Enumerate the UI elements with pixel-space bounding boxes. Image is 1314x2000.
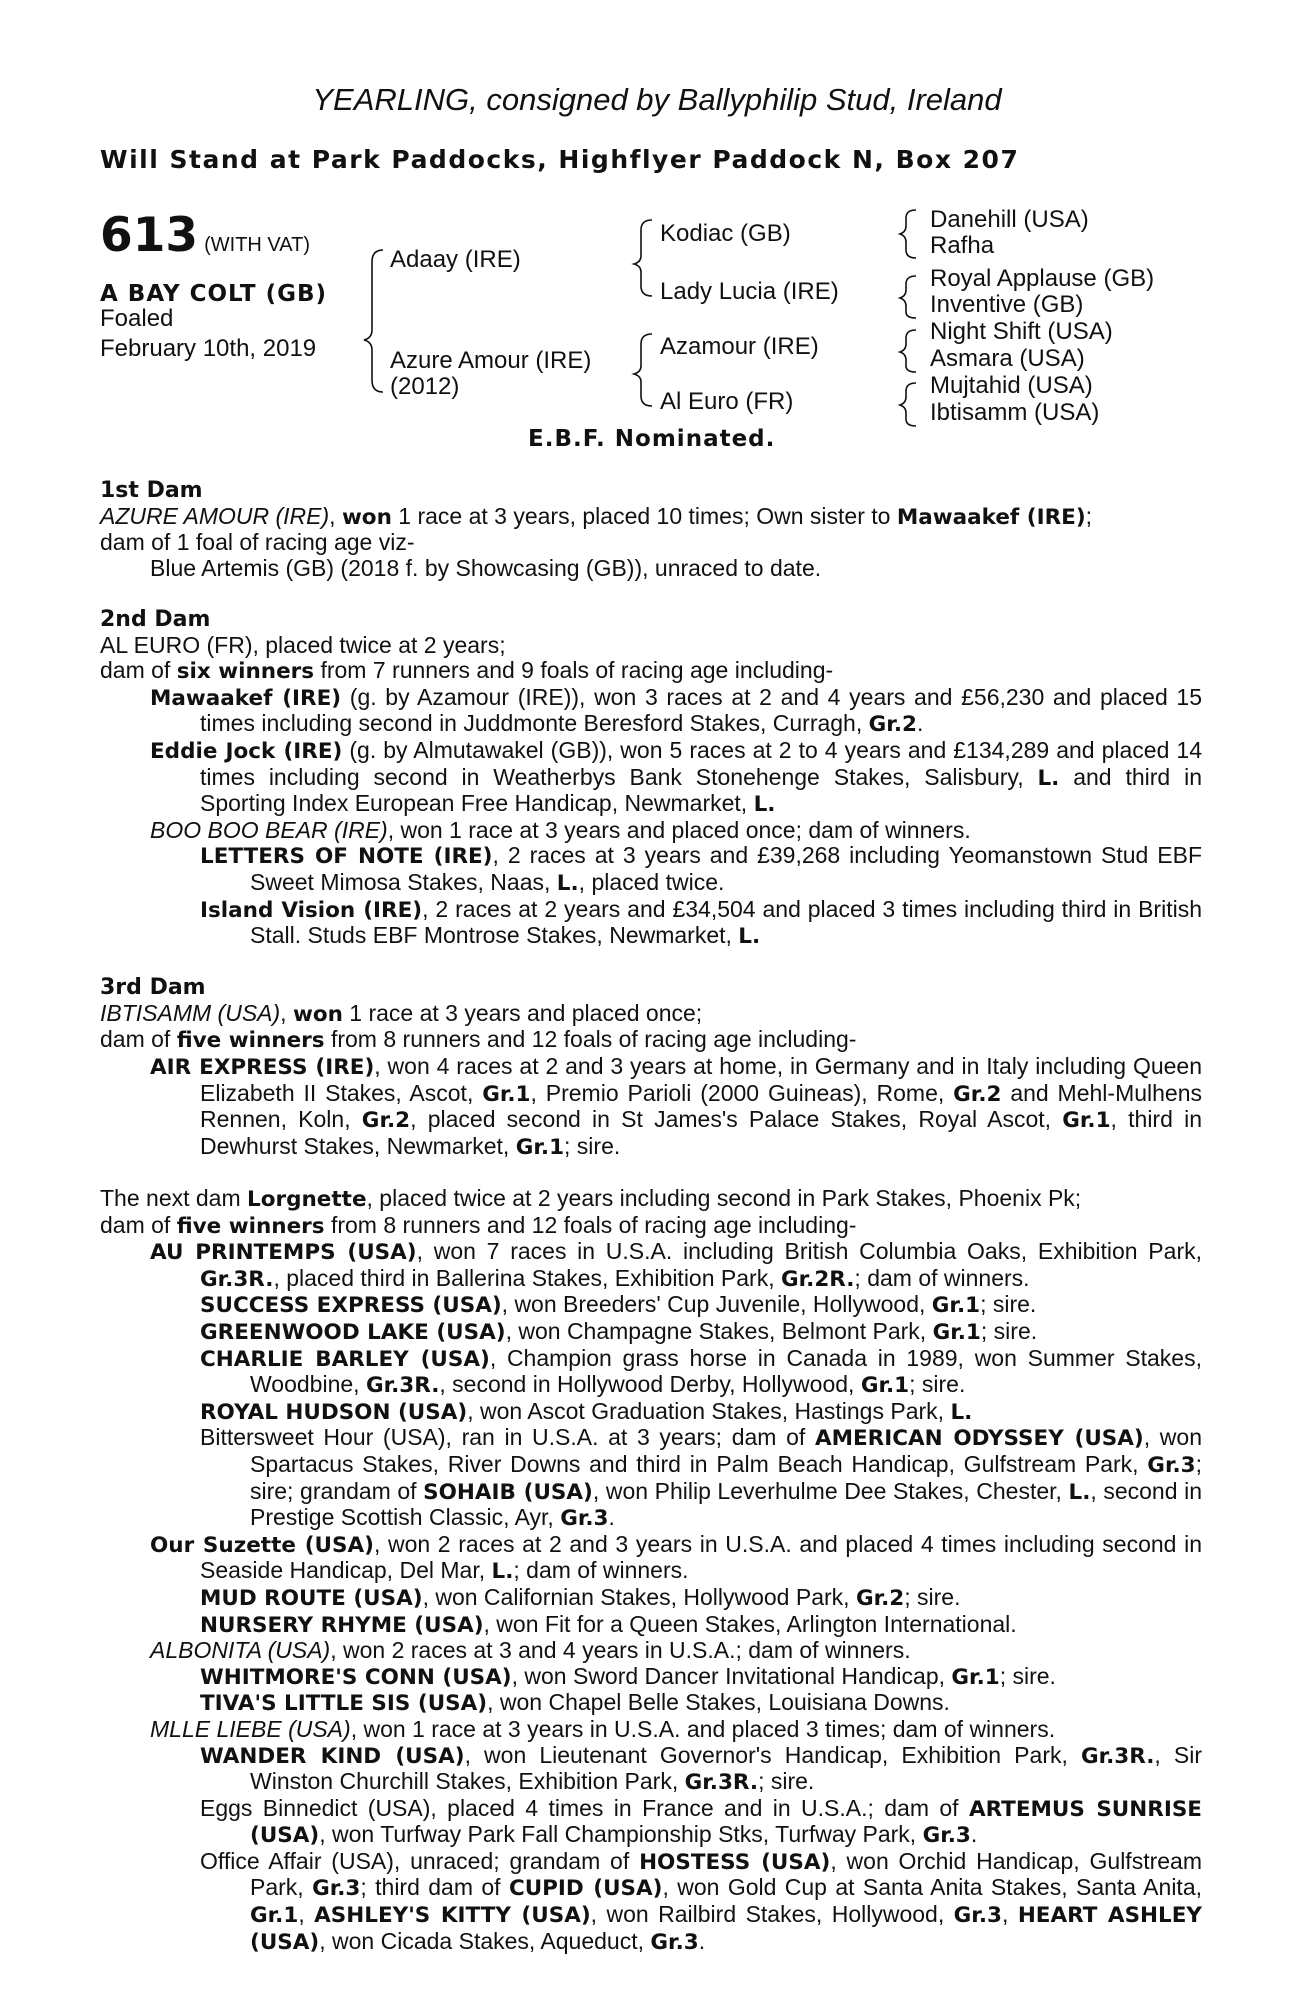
next-dam-grandprogeny-10: WANDER KIND (USA), won Lieutenant Governor's Handicap, Exhibition Park, Gr.3R., Sir Winston Churchill Stakes, Exhibition Park, Gr.3R.; sire. [200, 1741, 1202, 1796]
pedigree-sire-sire: Kodiac (GB) [660, 220, 791, 247]
first-dam-foals: dam of 1 foal of racing age viz- [100, 529, 415, 556]
ebf-nominated: E.B.F. Nominated. [528, 426, 776, 452]
brace-main [364, 250, 383, 392]
second-dam-progeny-3: BOO BOO BEAR (IRE), won 1 race at 3 years and placed once; dam of winners. [150, 816, 971, 843]
brace-sire [634, 220, 652, 296]
vat-note: (WITH VAT) [204, 234, 311, 256]
next-dam-grandprogeny-9: TIVA'S LITTLE SIS (USA), won Chapel Belle Stakes, Louisiana Downs. [200, 1689, 950, 1717]
foaled-label: Foaled [100, 305, 174, 332]
second-dam-grandprogeny-2: Island Vision (IRE), 2 races at 2 years and £34,504 and placed 3 times including third in British Stall. Studs EBF Montrose Stakes, Newmarket, L. [200, 895, 1202, 950]
lot-description: A BAY COLT (GB) [100, 281, 328, 307]
next-dam-grandprogeny-4: ROYAL HUDSON (USA), won Ascot Graduation Stakes, Hastings Park, L. [200, 1397, 973, 1425]
next-dam-grandprogeny-3: CHARLIE BARLEY (USA), Champion grass horse in Canada in 1989, won Summer Stakes, Woodbine, Gr.3R., second in Hollywood Derby, Hollywood, Gr.1; sire. [200, 1344, 1202, 1399]
pedigree-dam-year: (2012) [390, 373, 460, 400]
next-dam-grandprogeny-6: MUD ROUTE (USA), won Californian Stakes, Hollywood Park, Gr.2; sire. [200, 1583, 961, 1611]
second-dam-progeny-1: Mawaakef (IRE) (g. by Azamour (IRE)), won 3 races at 2 and 4 years and £56,230 and placed 15 times including second in Juddmonte Beresford Stakes, Curragh, Gr.2. [150, 683, 1202, 738]
pedigree-dam-dam: Al Euro (FR) [660, 388, 794, 415]
page-title: YEARLING, consigned by Ballyphilip Stud, Ireland [312, 82, 1002, 117]
stand-location: Will Stand at Park Paddocks, Highflyer Paddock N, Box 207 [100, 145, 1020, 174]
pedigree-gen3-2: Rafha [930, 232, 995, 259]
pedigree-gen3-7: Mujtahid (USA) [930, 372, 1093, 399]
first-dam-foal-1: Blue Artemis (GB) (2018 f. by Showcasing (GB)), unraced to date. [150, 554, 822, 581]
pedigree-gen3-1: Danehill (USA) [930, 206, 1089, 233]
lot-number: 613 [100, 208, 199, 263]
second-dam-grandprogeny-1: LETTERS OF NOTE (IRE), 2 races at 3 years and £39,268 including Yeomanstown Stud EBF Sweet Mimosa Stakes, Naas, L., placed twice. [200, 842, 1203, 896]
third-dam-heading: 3rd Dam [100, 975, 206, 1001]
pedigree-gen3-3: Royal Applause (GB) [930, 265, 1155, 292]
third-dam-record: IBTISAMM (USA), won 1 race at 3 years and placed once; [100, 999, 703, 1027]
second-dam-summary: dam of six winners from 7 runners and 9 foals of racing age including- [100, 657, 834, 685]
brace-dam [634, 334, 652, 406]
pedigree-gen3-8: Ibtisamm (USA) [930, 399, 1100, 426]
next-dam-progeny-1: AU PRINTEMPS (USA), won 7 races in U.S.A. including British Columbia Oaks, Exhibition Park, Gr.3R., placed third in Ballerina Stakes, Exhibition Park, Gr.2R.; dam of winners. [150, 1238, 1202, 1292]
brace-g34 [900, 276, 916, 318]
brace-g78 [900, 383, 916, 426]
second-dam-heading: 2nd Dam [100, 606, 211, 632]
brace-g12 [900, 210, 916, 258]
second-dam-progeny-2: Eddie Jock (IRE) (g. by Almutawakel (GB)), won 5 races at 2 to 4 years and £134,289 and placed 14 times including second in Weatherbys Bank Stonehenge Stakes, Salisbury, L. and third in Sporting Index European Free Handicap, Newmarket, L. [150, 736, 1202, 818]
pedigree-dam: Azure Amour (IRE) [390, 347, 592, 374]
next-dam-progeny-4: MLLE LIEBE (USA), won 1 race at 3 years in U.S.A. and placed 3 times; dam of winners. [150, 1715, 1056, 1742]
next-dam-grandprogeny-12: Office Affair (USA), unraced; grandam of HOSTESS (USA), won Orchid Handicap, Gulfstream Park, Gr.3; third dam of CUPID (USA), won Gold Cup at Santa Anita Stakes, Santa Anita, Gr.1, ASHLEY'S KITTY (USA), won Railbird Stakes, Hollywood, Gr.3, HEART ASHLEY (USA), won Cicada Stakes, Aqueduct, Gr.3. [200, 1847, 1203, 1955]
next-dam-progeny-3: ALBONITA (USA), won 2 races at 3 and 4 years in U.S.A.; dam of winners. [150, 1637, 911, 1664]
pedigree-dam-sire: Azamour (IRE) [660, 333, 819, 360]
pedigree-gen3-6: Asmara (USA) [930, 345, 1085, 372]
next-dam-grandprogeny-5: Bittersweet Hour (USA), ran in U.S.A. at 3 years; dam of AMERICAN ODYSSEY (USA), won Spartacus Stakes, River Downs and third in Palm Beach Handicap, Gulfstream Park, Gr.3; sire; grandam of SOHAIB (USA), won Philip Leverhulme Dee Stakes, Chester, L., second in Prestige Scottish Classic, Ayr, Gr.3. [200, 1424, 1203, 1532]
next-dam-progeny-2: Our Suzette (USA), won 2 races at 2 and 3 years in U.S.A. and placed 4 times including second in Seaside Handicap, Del Mar, L.; dam of winners. [150, 1530, 1202, 1585]
pedigree-sire: Adaay (IRE) [390, 246, 521, 273]
pedigree-gen3-4: Inventive (GB) [930, 291, 1084, 318]
next-dam-grandprogeny-1: SUCCESS EXPRESS (USA), won Breeders' Cup Juvenile, Hollywood, Gr.1; sire. [200, 1291, 1037, 1319]
first-dam-record: AZURE AMOUR (IRE), won 1 race at 3 years, placed 10 times; Own sister to Mawaakef (IRE); [100, 502, 1093, 530]
pedigree-sire-dam: Lady Lucia (IRE) [660, 278, 839, 305]
next-dam-grandprogeny-11: Eggs Binnedict (USA), placed 4 times in France and in U.S.A.; dam of ARTEMUS SUNRISE (USA), won Turfway Park Fall Championship Stks, Turfway Park, Gr.3. [200, 1794, 1202, 1849]
next-dam-grandprogeny-8: WHITMORE'S CONN (USA), won Sword Dancer Invitational Handicap, Gr.1; sire. [200, 1662, 1056, 1690]
first-dam-heading: 1st Dam [100, 478, 203, 503]
produce-record [100, 478, 1202, 1955]
foaled-date: February 10th, 2019 [100, 335, 317, 362]
pedigree-braces [0, 0, 1314, 460]
next-dam-record: The next dam Lorgnette, placed twice at 2 years including second in Park Stakes, Phoenix Pk; [100, 1185, 1082, 1213]
next-dam-summary: dam of five winners from 8 runners and 12 foals of racing age including- [100, 1211, 857, 1239]
third-dam-summary: dam of five winners from 8 runners and 12 foals of racing age including- [100, 1026, 857, 1054]
next-dam-grandprogeny-7: NURSERY RHYME (USA), won Fit for a Queen Stakes, Arlington International. [200, 1610, 1017, 1638]
brace-g56 [900, 330, 916, 372]
third-dam-progeny-1: AIR EXPRESS (IRE), won 4 races at 2 and 3 years at home, in Germany and in Italy including Queen Elizabeth II Stakes, Ascot, Gr.1, Premio Parioli (2000 Guineas), Rome, Gr.2 and Mehl-Mulhens Rennen, Koln, Gr.2, placed second in St James's Palace Stakes, Royal Ascot, Gr.1, third in Dewhurst Stakes, Newmarket, Gr.1; sire. [150, 1053, 1202, 1160]
next-dam-grandprogeny-2: GREENWOOD LAKE (USA), won Champagne Stakes, Belmont Park, Gr.1; sire. [200, 1318, 1038, 1345]
pedigree-gen3-5: Night Shift (USA) [930, 318, 1113, 345]
second-dam-record: AL EURO (FR), placed twice at 2 years; [100, 631, 506, 658]
